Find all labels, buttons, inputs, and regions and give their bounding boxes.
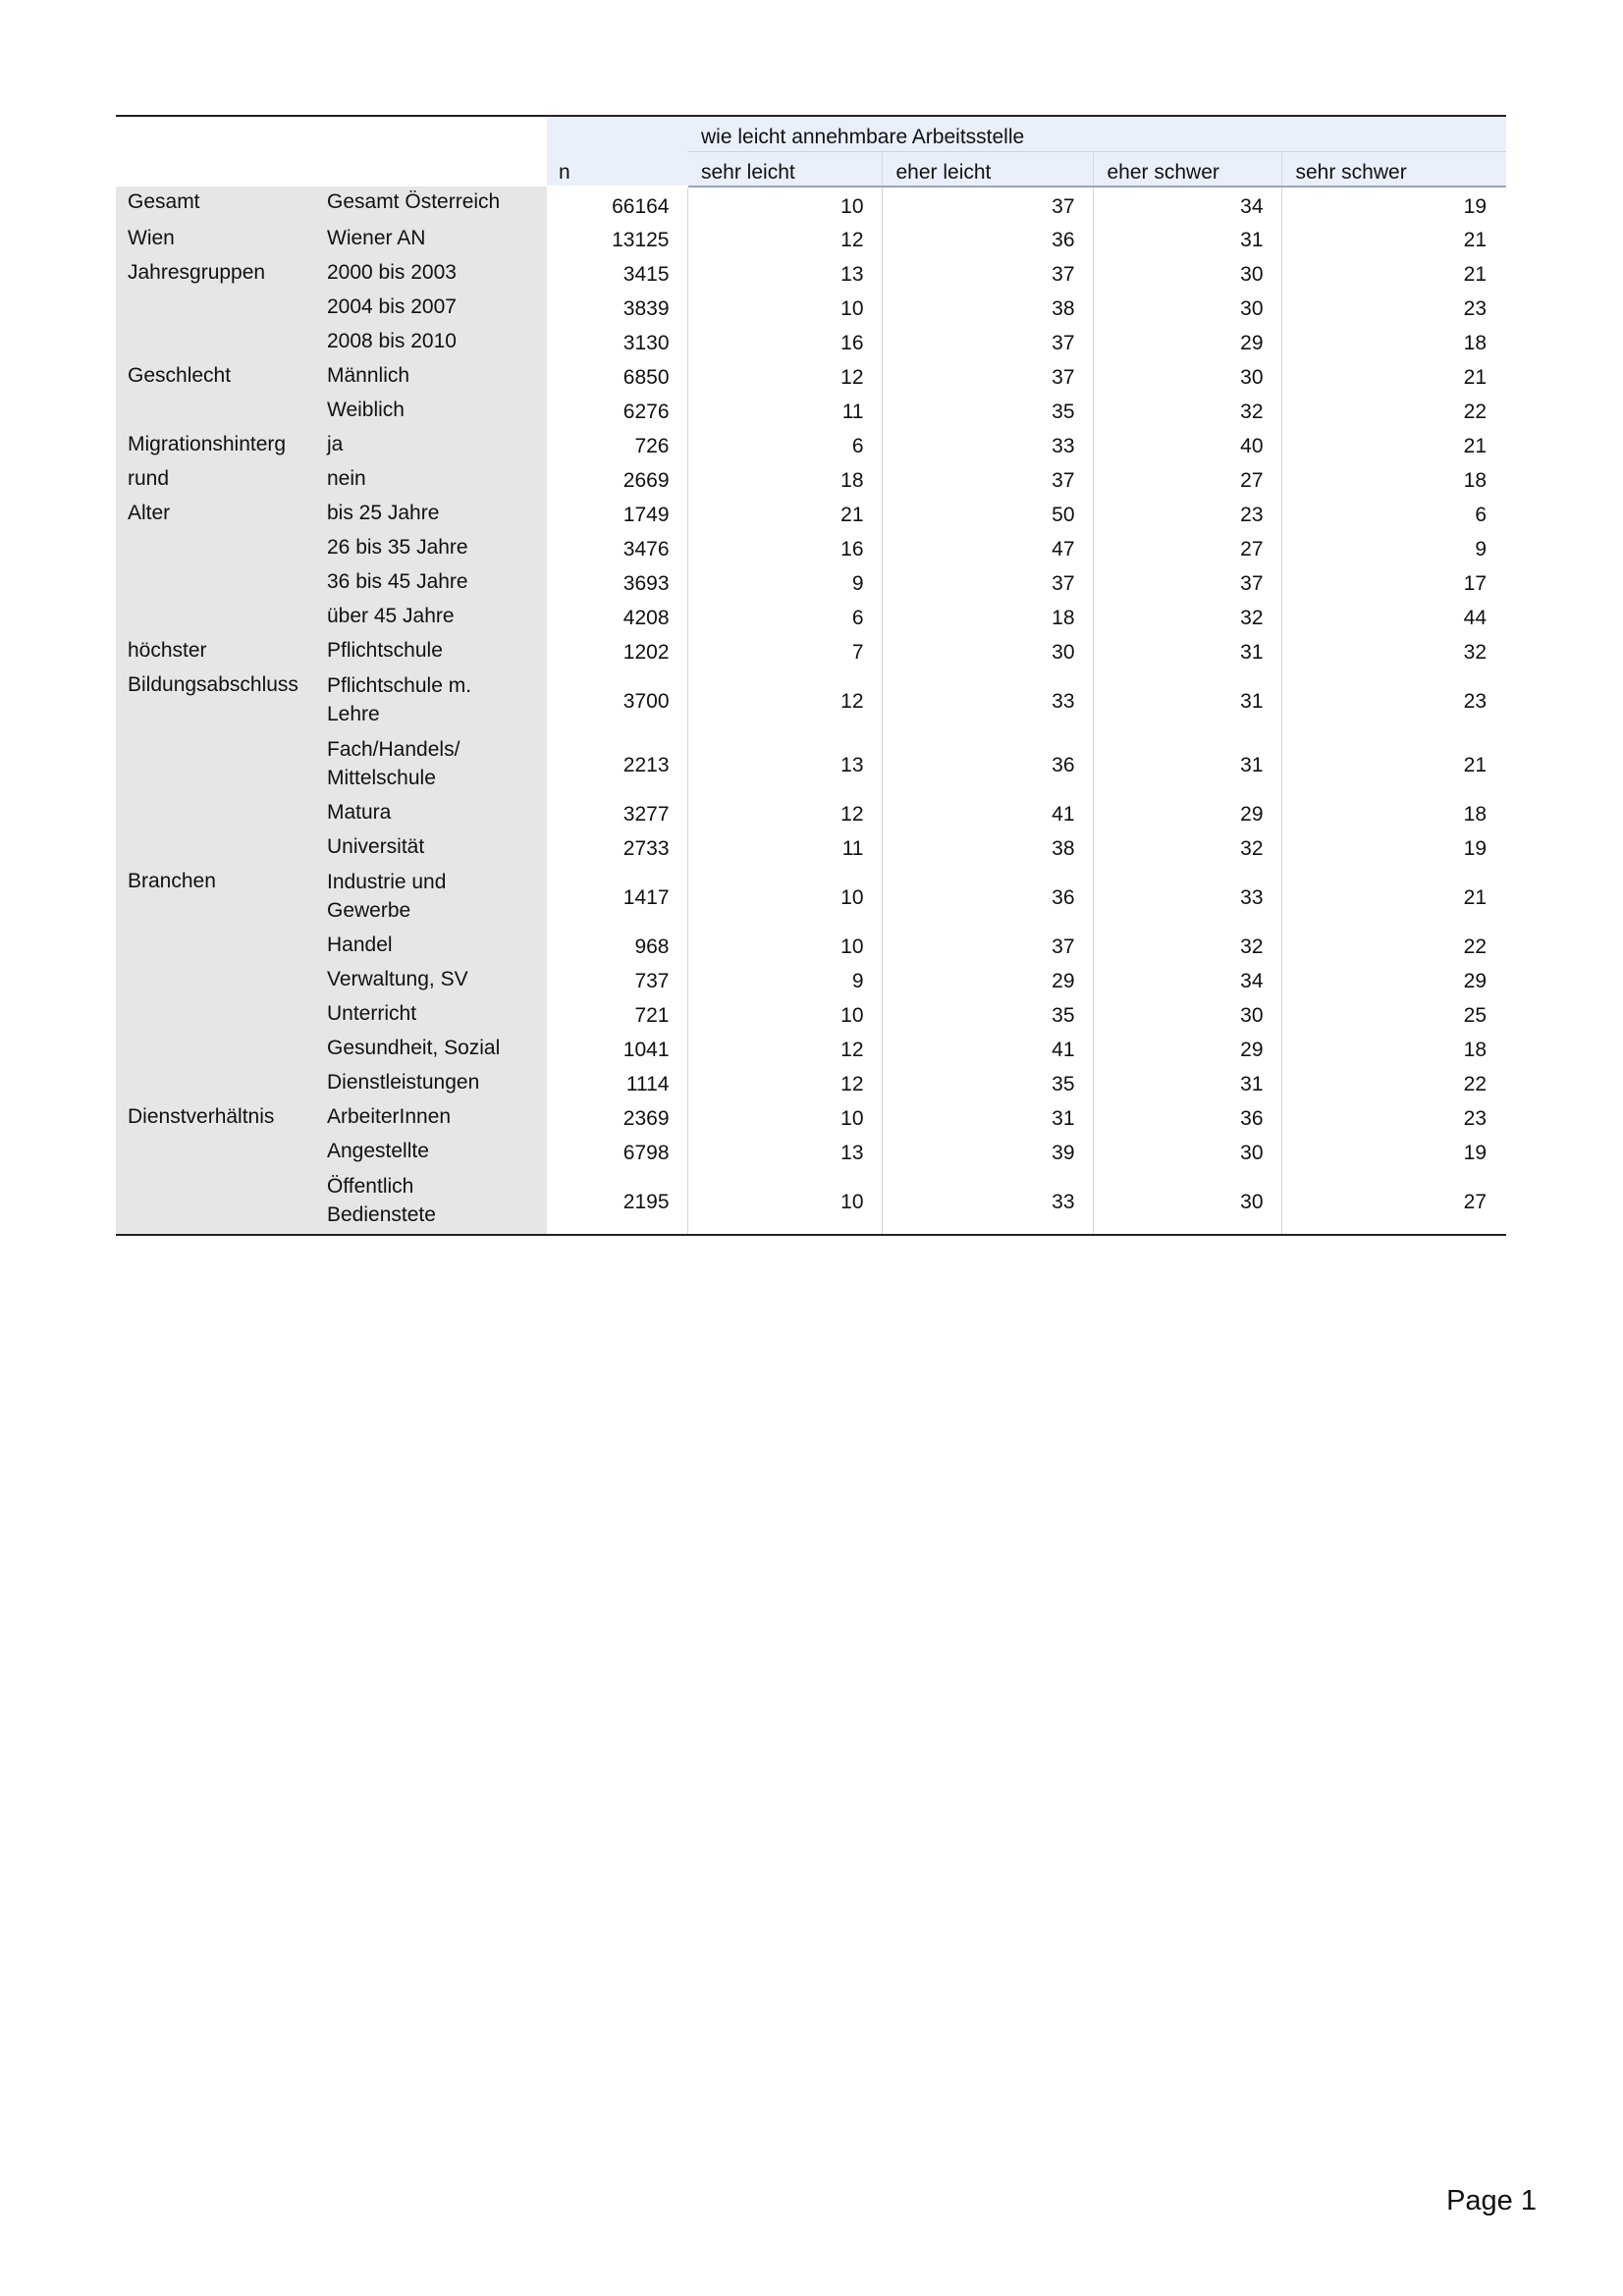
row-value-cell: 18 — [1281, 1033, 1506, 1067]
row-n-cell: 2669 — [622, 469, 670, 492]
table-row — [116, 998, 1506, 1033]
row-group-label — [116, 797, 315, 831]
header-blank-group-2 — [116, 152, 315, 187]
row-group-label — [116, 532, 315, 566]
row-group-label: Dienstverhältnis — [116, 1101, 315, 1136]
row-value-cell: 31 — [1093, 635, 1281, 669]
header-super-title: wie leicht annehmbare Arbeitsstelle — [687, 116, 1506, 152]
table-row — [116, 223, 1506, 257]
row-group-label: Alter — [116, 498, 315, 532]
row-value-cell: 41 — [882, 797, 1093, 831]
row-value-cell: 33 — [882, 429, 1093, 463]
row-value-cell: 31 — [1093, 733, 1281, 797]
table-header — [116, 116, 1506, 187]
row-value-cell: 10 — [687, 292, 882, 326]
row-sub-label: bis 25 Jahre — [315, 498, 547, 532]
row-value-cell: 30 — [1093, 257, 1281, 292]
row-value-cell: 33 — [882, 669, 1093, 733]
row-group-label — [116, 292, 315, 326]
crosstab-table — [116, 115, 1506, 1236]
row-value-cell: 37 — [882, 187, 1093, 223]
row-sub-label: Weiblich — [315, 395, 547, 429]
row-value-cell: 10 — [687, 1170, 882, 1235]
row-value-cell: 31 — [1093, 223, 1281, 257]
row-sub-label-line: Öffentlich — [327, 1175, 414, 1198]
row-value-cell: 10 — [687, 930, 882, 964]
row-n-cell: 6850 — [622, 366, 670, 389]
row-value-cell: 27 — [1093, 463, 1281, 498]
row-n-cell: 1749 — [622, 504, 670, 526]
table-row — [116, 429, 1506, 463]
row-sub-label — [315, 866, 547, 930]
row-value-cell: 23 — [1093, 498, 1281, 532]
row-value-cell: 23 — [1281, 1101, 1506, 1136]
row-value-cell: 17 — [1281, 566, 1506, 601]
row-value-cell: 21 — [1281, 257, 1506, 292]
row-value-cell: 18 — [1281, 463, 1506, 498]
row-sub-label — [315, 1170, 547, 1235]
table-row — [116, 1101, 1506, 1136]
row-sub-label-line: Gewerbe — [327, 899, 411, 922]
table-row — [116, 463, 1506, 498]
row-group-label: Bildungsabschluss — [116, 669, 315, 733]
row-sub-label — [315, 669, 547, 733]
row-n-cell: 3130 — [622, 332, 670, 354]
row-n-cell: 721 — [634, 1004, 670, 1027]
row-sub-label: Dienstleistungen — [315, 1067, 547, 1101]
row-sub-label: Wiener AN — [315, 223, 547, 257]
table-row — [116, 1067, 1506, 1101]
row-value-cell: 13 — [687, 1136, 882, 1170]
row-value-cell: 18 — [1281, 326, 1506, 360]
row-value-cell: 12 — [687, 1067, 882, 1101]
header-n-top — [547, 116, 687, 152]
row-value-cell: 11 — [687, 831, 882, 866]
row-value-cell: 29 — [1093, 326, 1281, 360]
row-value-cell: 37 — [882, 930, 1093, 964]
row-value-cell: 29 — [1093, 1033, 1281, 1067]
row-n-cell: 3700 — [622, 690, 670, 713]
row-value-cell: 22 — [1281, 930, 1506, 964]
row-n-cell: 2213 — [622, 754, 670, 776]
row-group-label: höchster — [116, 635, 315, 669]
row-group-label — [116, 1170, 315, 1235]
row-value-cell: 18 — [882, 601, 1093, 635]
table-row — [116, 1033, 1506, 1067]
row-value-cell: 10 — [687, 187, 882, 223]
row-value-cell: 9 — [687, 566, 882, 601]
row-value-cell: 32 — [1093, 601, 1281, 635]
row-n-cell: 1202 — [622, 641, 670, 664]
row-value-cell: 30 — [1093, 292, 1281, 326]
row-sub-label: Universität — [315, 831, 547, 866]
row-sub-label: Angestellte — [315, 1136, 547, 1170]
row-group-label — [116, 566, 315, 601]
row-group-label — [116, 326, 315, 360]
row-value-cell: 37 — [882, 326, 1093, 360]
row-n-cell: 968 — [634, 935, 670, 958]
row-n-cell: 2195 — [547, 1170, 687, 1235]
row-value-cell: 34 — [1093, 187, 1281, 223]
row-sub-label — [315, 733, 547, 797]
row-value-cell: 35 — [882, 1067, 1093, 1101]
row-sub-label: 26 bis 35 Jahre — [315, 532, 547, 566]
row-value-cell: 19 — [1281, 1136, 1506, 1170]
row-sub-label: nein — [315, 463, 547, 498]
row-value-cell: 6 — [687, 429, 882, 463]
row-value-cell: 27 — [1093, 532, 1281, 566]
row-n-cell: 4208 — [622, 607, 670, 629]
row-value-cell: 18 — [1281, 797, 1506, 831]
row-value-cell: 39 — [882, 1136, 1093, 1170]
row-sub-label: Handel — [315, 930, 547, 964]
table-row — [116, 733, 1506, 797]
row-value-cell: 33 — [1093, 866, 1281, 930]
header-blank-sub — [315, 116, 547, 152]
row-value-cell: 21 — [1281, 223, 1506, 257]
row-value-cell: 30 — [1093, 1136, 1281, 1170]
row-value-cell: 22 — [1281, 395, 1506, 429]
row-value-cell: 31 — [1093, 1067, 1281, 1101]
row-value-cell: 38 — [882, 292, 1093, 326]
row-value-cell: 9 — [1281, 532, 1506, 566]
table-row — [116, 669, 1506, 733]
row-value-cell: 6 — [687, 601, 882, 635]
row-value-cell: 29 — [1093, 797, 1281, 831]
table-row — [116, 964, 1506, 998]
row-value-cell: 37 — [882, 360, 1093, 395]
header-category: eher schwer — [1093, 152, 1281, 187]
row-value-cell: 36 — [882, 866, 1093, 930]
row-value-cell: 12 — [687, 669, 882, 733]
row-value-cell: 36 — [882, 733, 1093, 797]
table-row — [116, 601, 1506, 635]
header-category: eher leicht — [882, 152, 1093, 187]
row-n-cell: 1417 — [622, 886, 670, 909]
row-value-cell: 32 — [1093, 930, 1281, 964]
row-value-cell: 21 — [1281, 360, 1506, 395]
row-value-cell: 16 — [687, 532, 882, 566]
row-group-label: Migrationshinterg — [116, 429, 315, 463]
row-group-label: Branchen — [116, 866, 315, 930]
table-row — [116, 187, 1506, 223]
row-n-cell: 3839 — [622, 297, 670, 320]
row-n-cell: 726 — [634, 435, 670, 457]
table-row — [116, 831, 1506, 866]
row-value-cell: 12 — [687, 1033, 882, 1067]
row-group-label: Geschlecht — [116, 360, 315, 395]
row-value-cell: 12 — [687, 360, 882, 395]
row-group-label — [116, 1136, 315, 1170]
row-group-label — [116, 733, 315, 797]
row-sub-label: 2000 bis 2003 — [315, 257, 547, 292]
row-value-cell: 22 — [1281, 1067, 1506, 1101]
row-value-cell: 30 — [1093, 998, 1281, 1033]
row-value-cell: 30 — [882, 635, 1093, 669]
row-value-cell: 7 — [687, 635, 882, 669]
row-sub-label-line: Lehre — [327, 703, 380, 725]
row-n-cell: 2733 — [622, 837, 670, 860]
row-sub-label: Gesundheit, Sozial — [315, 1033, 547, 1067]
row-value-cell: 12 — [687, 223, 882, 257]
row-value-cell: 10 — [687, 1101, 882, 1136]
table-body — [116, 187, 1506, 1235]
row-sub-label-line: Bedienstete — [327, 1203, 436, 1226]
row-group-label — [116, 930, 315, 964]
row-value-cell: 21 — [687, 498, 882, 532]
row-value-cell: 30 — [1093, 1170, 1281, 1235]
row-n-cell: 1114 — [625, 1073, 670, 1095]
row-value-cell: 30 — [1093, 360, 1281, 395]
row-sub-label: Unterricht — [315, 998, 547, 1033]
row-n-cell: 1041 — [622, 1039, 670, 1061]
row-value-cell: 44 — [1281, 601, 1506, 635]
row-value-cell: 36 — [882, 223, 1093, 257]
crosstab-table-container — [116, 115, 1506, 1236]
row-value-cell: 13 — [687, 733, 882, 797]
row-sub-label: über 45 Jahre — [315, 601, 547, 635]
row-n-cell: 13125 — [612, 229, 670, 251]
row-n-cell: 737 — [634, 970, 670, 992]
row-value-cell: 35 — [882, 395, 1093, 429]
row-sub-label: ArbeiterInnen — [315, 1101, 547, 1136]
row-n-cell: 6798 — [622, 1142, 670, 1164]
row-value-cell: 31 — [1093, 669, 1281, 733]
row-value-cell: 40 — [1093, 429, 1281, 463]
row-value-cell: 6 — [1281, 498, 1506, 532]
row-n-cell: 6276 — [622, 400, 670, 423]
row-value-cell: 36 — [1093, 1101, 1281, 1136]
row-value-cell: 13 — [687, 257, 882, 292]
header-blank-sub-2 — [315, 152, 547, 187]
row-group-label — [116, 395, 315, 429]
row-value-cell: 23 — [1281, 669, 1506, 733]
row-sub-label: ja — [315, 429, 547, 463]
row-value-cell: 34 — [1093, 964, 1281, 998]
row-value-cell: 32 — [1093, 831, 1281, 866]
row-value-cell: 32 — [1093, 395, 1281, 429]
row-sub-label-line: Fach/Handels/ — [327, 738, 460, 761]
row-value-cell: 37 — [1093, 566, 1281, 601]
row-value-cell: 21 — [1281, 429, 1506, 463]
row-group-label — [116, 964, 315, 998]
row-group-label — [116, 601, 315, 635]
row-value-cell: 19 — [1281, 831, 1506, 866]
row-value-cell: 21 — [1281, 733, 1506, 797]
row-value-cell: 33 — [882, 1170, 1093, 1235]
row-n-cell: 3476 — [622, 538, 670, 561]
row-value-cell: 29 — [1281, 964, 1506, 998]
row-value-cell: 31 — [882, 1101, 1093, 1136]
row-sub-label: Männlich — [315, 360, 547, 395]
row-value-cell: 18 — [687, 463, 882, 498]
row-n-cell: 3693 — [622, 572, 670, 595]
table-row — [116, 1170, 1506, 1235]
row-group-label — [116, 1033, 315, 1067]
row-n-cell: 3415 — [622, 263, 670, 286]
table-row — [116, 292, 1506, 326]
row-value-cell: 32 — [1281, 635, 1506, 669]
row-value-cell: 12 — [687, 797, 882, 831]
row-value-cell: 38 — [882, 831, 1093, 866]
row-n-cell: 3277 — [622, 803, 670, 826]
header-row-categories — [116, 152, 1506, 187]
table-row — [116, 257, 1506, 292]
table-row — [116, 866, 1506, 930]
row-group-label — [116, 1067, 315, 1101]
row-group-label: rund — [116, 463, 315, 498]
row-value-cell: 19 — [1281, 187, 1506, 223]
row-value-cell: 37 — [882, 463, 1093, 498]
row-sub-label-line: Pflichtschule m. — [327, 674, 472, 697]
row-value-cell: 41 — [882, 1033, 1093, 1067]
row-value-cell: 11 — [687, 395, 882, 429]
table-row — [116, 566, 1506, 601]
row-value-cell: 27 — [1281, 1170, 1506, 1235]
row-n-cell: 66164 — [612, 194, 670, 218]
header-category: sehr schwer — [1281, 152, 1506, 187]
header-row-top — [116, 116, 1506, 152]
row-value-cell: 25 — [1281, 998, 1506, 1033]
header-n: n — [547, 152, 687, 187]
table-row — [116, 498, 1506, 532]
row-sub-label-line: Industrie und — [327, 871, 447, 893]
row-sub-label: Verwaltung, SV — [315, 964, 547, 998]
row-value-cell: 29 — [882, 964, 1093, 998]
header-category: sehr leicht — [687, 152, 882, 187]
table-row — [116, 360, 1506, 395]
row-sub-label: Matura — [315, 797, 547, 831]
table-row — [116, 395, 1506, 429]
row-sub-label: Pflichtschule — [315, 635, 547, 669]
row-group-label: Gesamt — [116, 187, 315, 223]
header-blank-group — [116, 116, 315, 152]
row-sub-label: Gesamt Österreich — [315, 187, 547, 223]
row-value-cell: 10 — [687, 866, 882, 930]
table-row — [116, 797, 1506, 831]
row-value-cell: 9 — [687, 964, 882, 998]
row-group-label: Jahresgruppen — [116, 257, 315, 292]
row-value-cell: 47 — [882, 532, 1093, 566]
row-value-cell: 50 — [882, 498, 1093, 532]
table-row — [116, 326, 1506, 360]
row-sub-label: 2008 bis 2010 — [315, 326, 547, 360]
table-row — [116, 635, 1506, 669]
row-value-cell: 21 — [1281, 866, 1506, 930]
row-sub-label: 36 bis 45 Jahre — [315, 566, 547, 601]
table-row — [116, 930, 1506, 964]
table-row — [116, 1136, 1506, 1170]
row-value-cell: 35 — [882, 998, 1093, 1033]
row-value-cell: 10 — [687, 998, 882, 1033]
row-n-cell: 2369 — [622, 1107, 670, 1130]
page-number: Page 1 — [1446, 2185, 1537, 2216]
row-sub-label: 2004 bis 2007 — [315, 292, 547, 326]
row-value-cell: 37 — [882, 257, 1093, 292]
row-group-label — [116, 998, 315, 1033]
table-row — [116, 532, 1506, 566]
row-group-label: Wien — [116, 223, 315, 257]
row-value-cell: 23 — [1281, 292, 1506, 326]
row-group-label — [116, 831, 315, 866]
row-value-cell: 37 — [882, 566, 1093, 601]
row-sub-label-line: Mittelschule — [327, 767, 436, 789]
row-value-cell: 16 — [687, 326, 882, 360]
